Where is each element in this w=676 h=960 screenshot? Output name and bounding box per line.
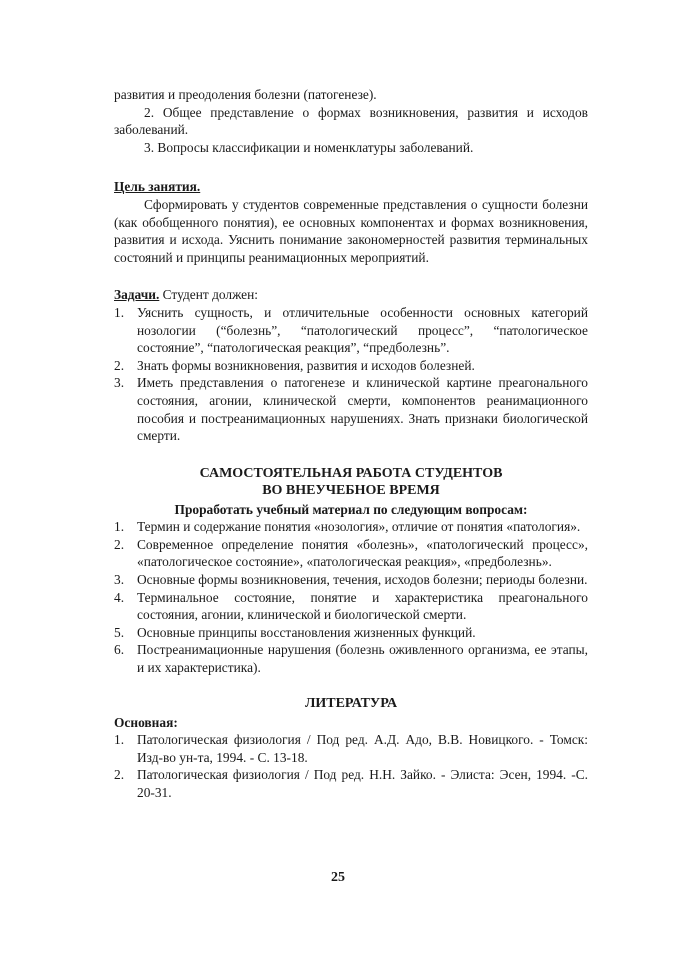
list-item [114,731,588,766]
tasks-label: Задачи. [114,287,160,303]
list-item-number: 5. [114,624,125,640]
list-item-text: Постреанимационные нарушения (болезнь оживленного организма, ее этапы, и их характеристика). [137,642,588,676]
literature-section [114,695,588,802]
list-item [114,624,588,642]
list-item-text: Основные формы возникновения, течения, исходов болезни; периоды болезни. [137,572,588,588]
literature-list [114,731,588,801]
selfwork-title-line1: САМОСТОЯТЕЛЬНАЯ РАБОТА СТУДЕНТОВ [199,465,503,481]
list-item-text: Патологическая физиология / Под ред. Н.Н. Зайко. - Элиста: Эсен, 1994. -С. 20-31. [137,767,588,800]
list-item-number: 1. [114,732,125,748]
list-item [114,571,588,589]
list-item [114,304,588,357]
intro-line: развития и преодоления болезни (патогенезе). [114,87,377,102]
list-item-text: Современное определение понятия «болезнь», «патологический процесс», «патологическое состояние», «патологическая реакция», «предболезнь». [137,536,588,570]
list-item-text: Терминальное состояние, понятие и характеристика преагонального состояния, агонии, клинической и биологической смерти. [137,589,588,623]
list-item-text: Уяснить сущность, и отличительные особенности основных категорий нозологии (“болезнь”, “патологический процесс”, “патологическое состояние”, “патологическая реакция”, “предболезнь”. [137,304,588,356]
tasks-list [114,304,588,445]
list-item-number: 3. [114,572,125,588]
list-item-number: 2. [114,357,125,373]
list-item-number: 4. [114,589,125,605]
selfwork-subtitle: Проработать учебный материал по следующим вопросам: [174,501,528,517]
list-item-text: Термин и содержание понятия «нозология», отличие от понятия «патология». [137,519,581,535]
list-item-text: Знать формы возникновения, развития и исходов болезней. [137,357,475,373]
literature-main-label: Основная: [114,714,178,730]
tasks-heading [114,286,588,304]
list-item-number: 6. [114,642,125,658]
list-item-number: 2. [114,767,125,783]
goal-label: Цель занятия. [114,179,201,195]
page-number: 25 [331,870,345,885]
list-item-number: 1. [114,519,125,535]
goal-text: Сформировать у студентов современные представления о сущности болезни (как обобщенного понятия), ее основных компонентах и формах возникновения, развития и исхода. Уяснить понимание закономерностей развития терминальных состояний и принципы реанимационных мероприятий. [114,196,588,265]
list-item-number: 1. [114,304,125,320]
tasks-intro: Студент должен: [159,287,258,303]
list-item-text: Иметь представления о патогенезе и клинической картине преагонального состояния, агонии, клинической смерти, компонентов реанимационного пособия и постреанимационных нарушениях. Знать признаки биологической смерти. [137,375,588,444]
selfwork-list [114,518,588,676]
intro-item-2: 2. Общее представление о формах возникновения, развития и исходов заболеваний. [114,104,588,138]
list-item [114,374,588,444]
selfwork-title-line2: ВО ВНЕУЧЕБНОЕ ВРЕМЯ [262,482,440,498]
list-item-number: 3. [114,375,125,391]
page-content [114,86,588,802]
list-item [114,357,588,375]
list-item [114,766,588,801]
selfwork-section [114,465,588,677]
list-item [114,536,588,571]
intro-item-3: 3. Вопросы классификации и номенклатуры заболеваний. [144,139,474,155]
literature-title: ЛИТЕРАТУРА [304,695,398,711]
list-item-number: 2. [114,536,125,552]
list-item-text: Патологическая физиология / Под ред. А.Д. Адо, В.В. Новицкого. - Томск: Изд-во ун-та, 1994. - С. 13-18. [137,732,588,765]
list-item-text: Основные принципы восстановления жизненных функций. [137,624,476,640]
list-item [114,641,588,676]
list-item [114,518,588,536]
list-item [114,589,588,624]
